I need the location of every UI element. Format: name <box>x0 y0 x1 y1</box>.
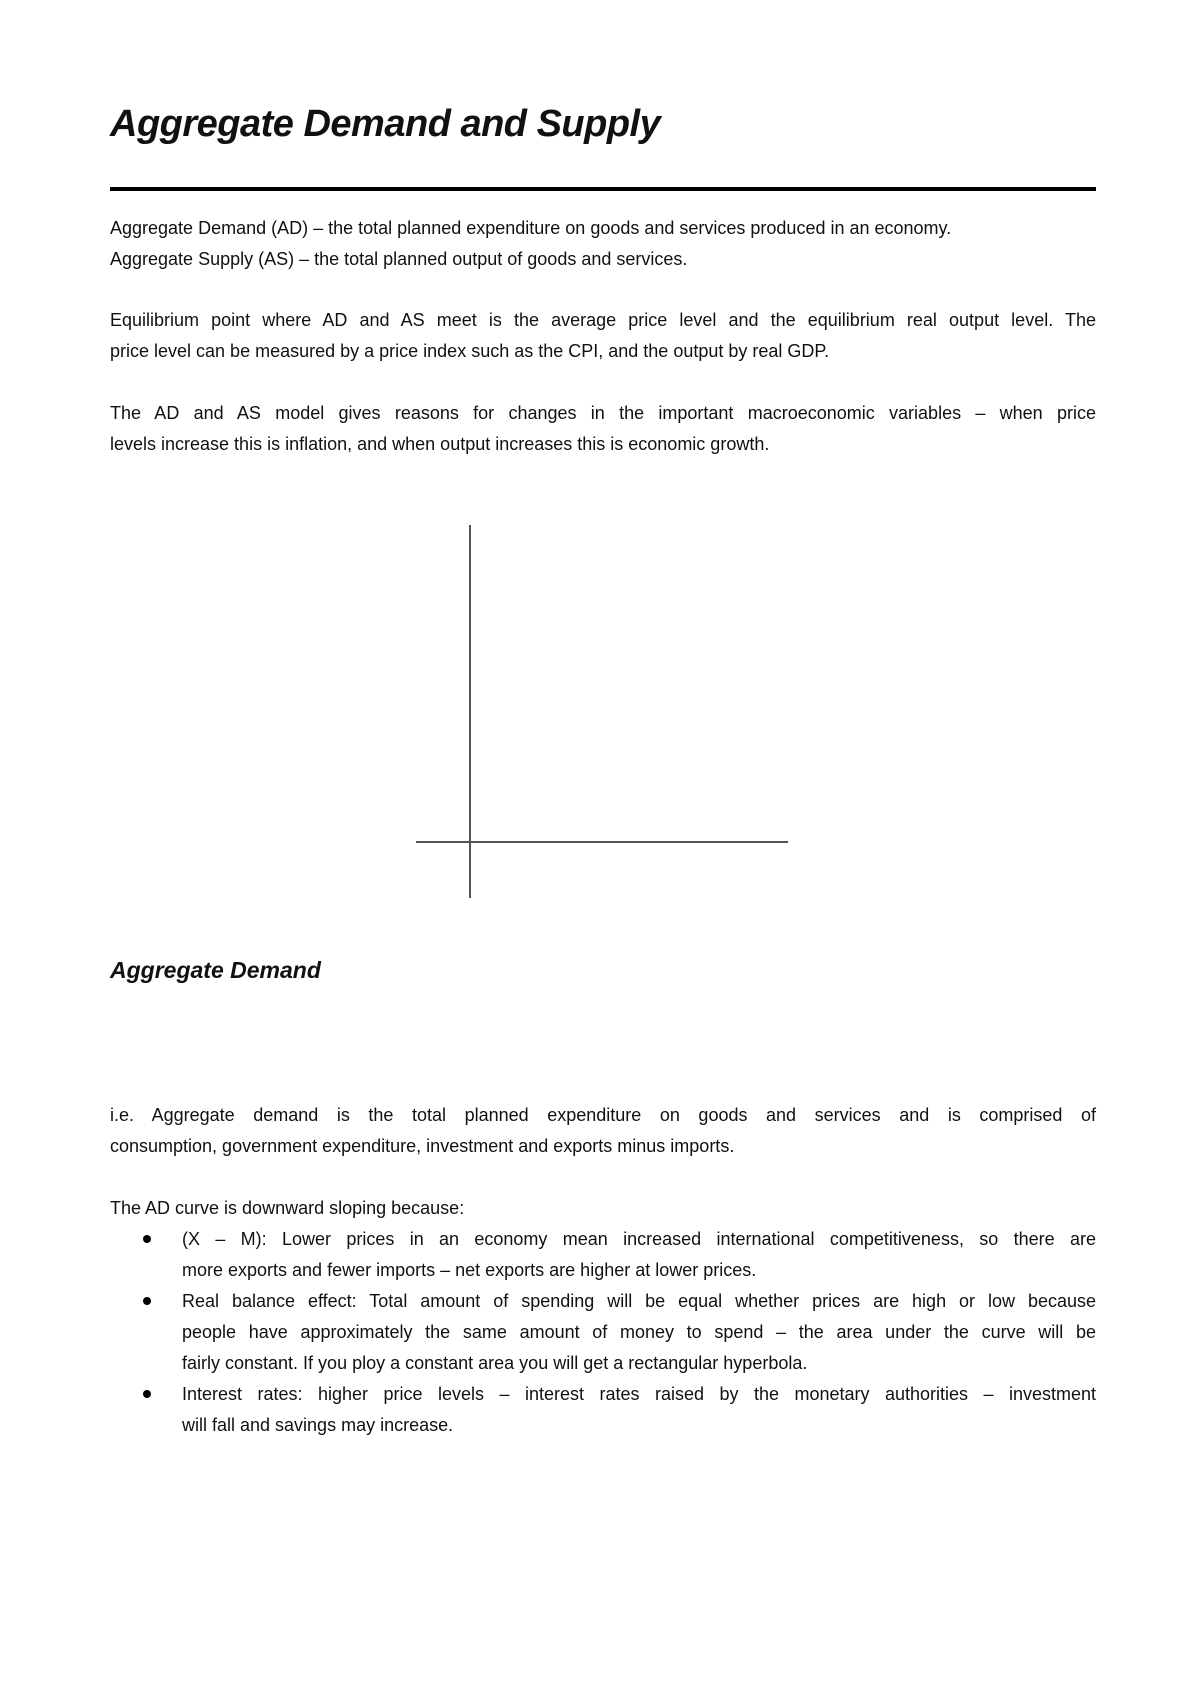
title-divider <box>110 187 1096 191</box>
list-item-text <box>182 1379 1096 1441</box>
paragraph-line: i.e. Aggregate demand is the total planned expenditure on goods and services and is comprised of <box>110 1105 1096 1125</box>
list-item-line: more exports and fewer imports – net exports are higher at lower prices. <box>182 1260 757 1280</box>
definitions-paragraph <box>110 213 1096 275</box>
list-item-line: Interest rates: higher price levels – interest rates raised by the monetary authorities – investment <box>182 1384 1096 1404</box>
equilibrium-paragraph <box>110 305 1096 367</box>
list-item-line: Real balance effect: Total amount of spending will be equal whether prices are high or low because <box>182 1291 1096 1311</box>
page-title: Aggregate Demand and Supply <box>110 103 661 145</box>
paragraph-line: The AD and AS model gives reasons for changes in the important macroeconomic variables – when price <box>110 403 1096 423</box>
list-item-line: will fall and savings may increase. <box>182 1415 454 1435</box>
ad-as-diagram <box>410 520 790 900</box>
list-item-line: people have approximately the same amount of money to spend – the area under the curve will be <box>182 1322 1096 1342</box>
ad-summary-paragraph <box>110 1100 1096 1162</box>
definition-as: Aggregate Supply (AS) – the total planned output of goods and services. <box>110 249 688 269</box>
paragraph-line: Equilibrium point where AD and AS meet is the average price level and the equilibrium real output level. The <box>110 310 1096 330</box>
model-paragraph <box>110 398 1096 460</box>
list-item <box>110 1379 1096 1441</box>
section-heading: Aggregate Demand <box>110 957 321 983</box>
list-item-text <box>182 1224 1096 1286</box>
list-item-line: fairly constant. If you ploy a constant area you will get a rectangular hyperbola. <box>182 1353 808 1373</box>
bullet-icon <box>143 1390 151 1398</box>
document-page <box>110 0 1096 1698</box>
list-item <box>110 1224 1096 1286</box>
list-item-line: (X – M): Lower prices in an economy mean increased international competitiveness, so there are <box>182 1229 1096 1249</box>
ad-as-axes <box>410 520 790 900</box>
slope-intro: The AD curve is downward sloping because: <box>110 1198 465 1218</box>
paragraph-line: price level can be measured by a price index such as the CPI, and the output by real GDP. <box>110 341 830 361</box>
list-item <box>110 1286 1096 1379</box>
paragraph-line: levels increase this is inflation, and when output increases this is economic growth. <box>110 434 770 454</box>
paragraph-line: consumption, government expenditure, investment and exports minus imports. <box>110 1136 735 1156</box>
definition-ad: Aggregate Demand (AD) – the total planned expenditure on goods and services produced in an economy. <box>110 218 952 238</box>
reasons-list <box>110 1224 1096 1441</box>
bullet-icon <box>143 1297 151 1305</box>
list-item-text <box>182 1286 1096 1379</box>
bullet-icon <box>143 1235 151 1243</box>
